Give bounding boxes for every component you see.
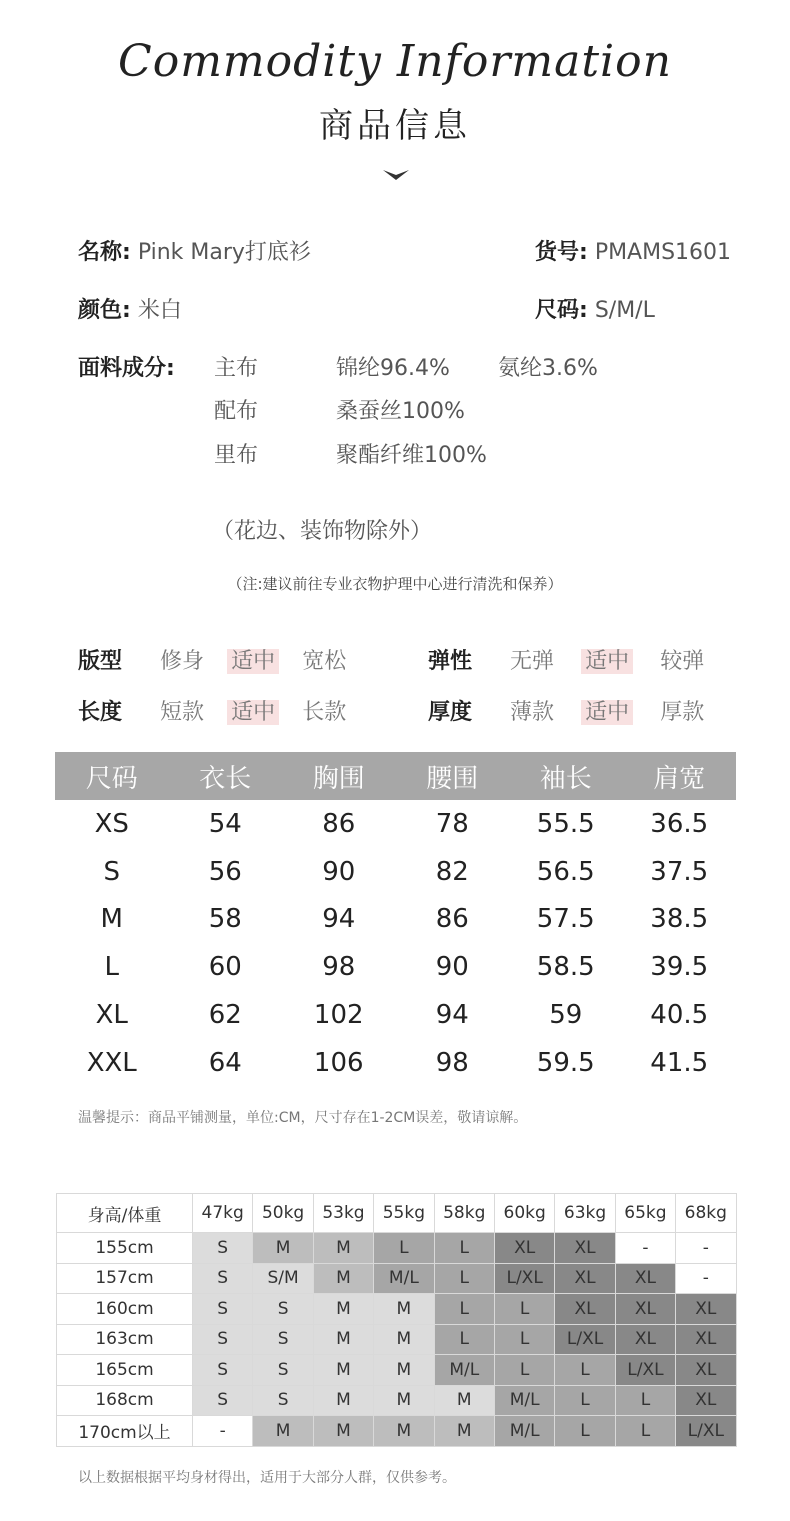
product-size	[535, 293, 655, 324]
fabric-composition: 聚酯纤维100%	[336, 443, 487, 468]
size-chart-cell: 86	[435, 904, 469, 935]
size-value: S/M/L	[594, 298, 655, 323]
size-chart-cell: 98	[322, 952, 356, 983]
weight-header: 53kg	[313, 1194, 373, 1233]
size-chart-cell: 59.5	[536, 1047, 595, 1078]
recommended-size-cell: XL	[494, 1233, 554, 1264]
fit-option: 短款	[160, 700, 205, 725]
recommended-size-cell: L	[615, 1385, 675, 1416]
recommended-size-cell: M	[374, 1385, 434, 1416]
size-chart-cell: 94	[435, 1000, 469, 1031]
recommended-size-cell: M	[313, 1355, 373, 1386]
recommended-size-cell: L	[434, 1294, 494, 1325]
item-no-label: 货号:	[535, 240, 588, 265]
recommended-size-cell: XL	[555, 1263, 615, 1294]
recommended-size-cell: XL	[676, 1385, 736, 1416]
size-chart-cell: 98	[435, 1047, 469, 1078]
recommended-size-cell: M/L	[494, 1385, 554, 1416]
recommended-size-cell: M	[313, 1294, 373, 1325]
recommendation-row	[57, 1233, 737, 1264]
fit-options-cut	[156, 644, 350, 675]
fit-label: 版型	[78, 649, 123, 674]
size-chart-cell: 58.5	[536, 952, 595, 983]
fabric-label: 面料成分:	[78, 356, 175, 381]
recommended-size-cell: M/L	[374, 1263, 434, 1294]
fit-option-selected: 适中	[227, 700, 279, 725]
size-chart-cell: 54	[208, 808, 242, 839]
size-chart-cell: 56	[208, 856, 242, 887]
recommendation-header-row	[57, 1194, 737, 1233]
recommended-size-cell: XL	[676, 1324, 736, 1355]
weight-header: 47kg	[193, 1194, 253, 1233]
recommended-size-cell: -	[676, 1263, 736, 1294]
fit-label: 厚度	[428, 700, 473, 725]
recommended-size-cell: S	[253, 1294, 313, 1325]
size-chart-header: 袖长	[509, 752, 623, 800]
height-label: 165cm	[57, 1355, 193, 1386]
recommendation-tip: 以上数据根据平均身材得出，适用于大部分人群，仅供参考。	[78, 1470, 456, 1486]
height-label: 170cm以上	[57, 1416, 193, 1447]
recommendation-corner: 身高/体重	[57, 1194, 193, 1233]
size-chart-size-cell: XXL	[86, 1047, 137, 1078]
recommended-size-cell: XL	[615, 1324, 675, 1355]
recommended-size-cell: M	[374, 1294, 434, 1325]
size-chart-row	[55, 800, 736, 848]
weight-header: 63kg	[555, 1194, 615, 1233]
size-chart-cell: 106	[313, 1047, 364, 1078]
recommended-size-cell: S	[193, 1385, 253, 1416]
size-chart-cell: 90	[322, 856, 356, 887]
size-chart-cell: 60	[208, 952, 242, 983]
size-chart-cell: 39.5	[650, 952, 709, 983]
size-chart-header: 肩宽	[623, 752, 737, 800]
recommended-size-cell: L	[374, 1233, 434, 1264]
recommended-size-cell: L	[615, 1416, 675, 1447]
recommended-size-cell: M	[313, 1385, 373, 1416]
recommended-size-cell: L	[434, 1263, 494, 1294]
size-chart-cell: 78	[435, 808, 469, 839]
size-chart-cell: 55.5	[536, 808, 595, 839]
fit-row-cut	[78, 644, 122, 675]
recommended-size-cell: M	[374, 1355, 434, 1386]
recommended-size-cell: L	[494, 1294, 554, 1325]
weight-header: 65kg	[615, 1194, 675, 1233]
weight-header: 55kg	[374, 1194, 434, 1233]
recommended-size-cell: L	[434, 1324, 494, 1355]
recommendation-row	[57, 1324, 737, 1355]
size-chart-cell: 102	[313, 1000, 364, 1031]
fit-label: 长度	[78, 700, 123, 725]
fit-option: 无弹	[510, 649, 555, 674]
recommended-size-cell: M	[253, 1233, 313, 1264]
fabric-composition: 锦纶96.4%	[336, 356, 450, 381]
size-chart-cell: 86	[322, 808, 356, 839]
recommended-size-cell: M	[253, 1416, 313, 1447]
fit-row-elasticity	[428, 644, 472, 675]
recommended-size-cell: S	[193, 1233, 253, 1264]
fit-label: 弹性	[428, 649, 473, 674]
recommended-size-cell: L	[555, 1355, 615, 1386]
item-no-value: PMAMS1601	[594, 240, 732, 265]
fit-option: 修身	[160, 649, 205, 674]
exclusion-note: （花边、装饰物除外）	[212, 519, 433, 544]
size-chart-size-cell: L	[104, 952, 119, 983]
recommended-size-cell: L	[555, 1385, 615, 1416]
recommended-size-cell: -	[193, 1416, 253, 1447]
size-chart-size-cell: XL	[95, 1000, 128, 1031]
size-label: 尺码:	[535, 298, 588, 323]
recommendation-row	[57, 1385, 737, 1416]
fabric-part: 配布	[214, 399, 259, 424]
size-chart-cell: 56.5	[536, 856, 595, 887]
fit-option-selected: 适中	[227, 649, 279, 674]
weight-header: 50kg	[253, 1194, 313, 1233]
chevron-down-icon	[383, 168, 409, 182]
fit-options-length	[156, 695, 350, 726]
recommended-size-cell: L	[494, 1355, 554, 1386]
recommended-size-cell: M	[313, 1233, 373, 1264]
recommended-size-cell: L/XL	[494, 1263, 554, 1294]
weight-header: 58kg	[434, 1194, 494, 1233]
recommended-size-cell: M	[313, 1324, 373, 1355]
recommended-size-cell: M	[313, 1263, 373, 1294]
height-label: 168cm	[57, 1385, 193, 1416]
size-chart-cell: 38.5	[650, 904, 709, 935]
recommended-size-cell: S	[193, 1355, 253, 1386]
size-chart-cell: 62	[208, 1000, 242, 1031]
size-recommendation-table	[56, 1193, 737, 1447]
size-chart-row	[55, 896, 736, 944]
item-number	[535, 235, 731, 266]
size-chart-header: 衣长	[169, 752, 283, 800]
recommended-size-cell: S	[193, 1324, 253, 1355]
fit-row-length	[78, 695, 122, 726]
recommended-size-cell: XL	[555, 1294, 615, 1325]
size-chart-row	[55, 991, 736, 1039]
recommended-size-cell: L/XL	[676, 1416, 736, 1447]
height-label: 155cm	[57, 1233, 193, 1264]
size-chart-table	[55, 752, 736, 1087]
size-chart-cell: 64	[208, 1047, 242, 1078]
recommended-size-cell: M	[434, 1416, 494, 1447]
size-chart-cell: 90	[435, 952, 469, 983]
recommended-size-cell: L/XL	[555, 1324, 615, 1355]
recommended-size-cell: S	[253, 1355, 313, 1386]
size-chart-cell: 94	[322, 904, 356, 935]
measurement-tip: 温馨提示：商品平铺测量，单位:CM，尺寸存在1-2CM误差，敬请谅解。	[78, 1110, 528, 1126]
size-chart-header: 胸围	[282, 752, 396, 800]
fit-options-thickness	[506, 695, 708, 726]
fabric-composition: 桑蚕丝100%	[336, 399, 465, 424]
size-chart-cell: 41.5	[650, 1047, 709, 1078]
weight-header: 68kg	[676, 1194, 736, 1233]
size-chart-cell: 82	[435, 856, 469, 887]
recommended-size-cell: M/L	[434, 1355, 494, 1386]
fabric-part: 主布	[214, 356, 259, 381]
care-note: （注:建议前往专业衣物护理中心进行清洗和保养）	[227, 575, 563, 593]
height-label: 163cm	[57, 1324, 193, 1355]
product-color	[78, 293, 182, 324]
color-value: 米白	[137, 298, 182, 323]
size-chart-size-cell: XS	[94, 808, 129, 839]
recommended-size-cell: S	[193, 1263, 253, 1294]
size-chart-header: 腰围	[396, 752, 510, 800]
size-chart-row	[55, 943, 736, 991]
height-label: 160cm	[57, 1294, 193, 1325]
size-chart-cell: 57.5	[536, 904, 595, 935]
fabric-part: 里布	[214, 443, 259, 468]
fit-option: 较弹	[660, 649, 705, 674]
product-name	[78, 235, 311, 266]
title-english: Commodity Information	[118, 36, 672, 87]
recommended-size-cell: M	[374, 1324, 434, 1355]
size-chart-size-cell: S	[103, 856, 120, 887]
fit-option: 长款	[302, 700, 347, 725]
recommended-size-cell: XL	[676, 1355, 736, 1386]
fit-option-selected: 适中	[581, 649, 633, 674]
size-chart-cell: 40.5	[650, 1000, 709, 1031]
fit-option-selected: 适中	[581, 700, 633, 725]
fit-row-thickness	[428, 695, 472, 726]
recommendation-row	[57, 1294, 737, 1325]
recommended-size-cell: XL	[676, 1294, 736, 1325]
recommended-size-cell: M	[434, 1385, 494, 1416]
recommended-size-cell: XL	[615, 1263, 675, 1294]
size-chart-cell: 36.5	[650, 808, 709, 839]
recommendation-row	[57, 1263, 737, 1294]
recommended-size-cell: -	[615, 1233, 675, 1264]
recommended-size-cell: L	[434, 1233, 494, 1264]
fit-option: 厚款	[660, 700, 705, 725]
recommended-size-cell: M	[374, 1416, 434, 1447]
size-chart-header-row	[55, 752, 736, 800]
size-chart-header: 尺码	[55, 752, 169, 800]
recommended-size-cell: S	[253, 1324, 313, 1355]
size-chart-row	[55, 848, 736, 896]
size-chart-cell: 37.5	[650, 856, 709, 887]
recommended-size-cell: S	[193, 1294, 253, 1325]
size-chart-size-cell: M	[100, 904, 123, 935]
recommended-size-cell: M	[313, 1416, 373, 1447]
recommendation-row	[57, 1355, 737, 1386]
fit-options-elasticity	[506, 644, 708, 675]
size-chart-cell: 58	[208, 904, 242, 935]
name-value: Pink Mary打底衫	[137, 240, 311, 265]
color-label: 颜色:	[78, 298, 131, 323]
recommended-size-cell: S	[253, 1385, 313, 1416]
recommended-size-cell: -	[676, 1233, 736, 1264]
recommended-size-cell: L	[494, 1324, 554, 1355]
height-label: 157cm	[57, 1263, 193, 1294]
recommendation-row	[57, 1416, 737, 1447]
title-chinese: 商品信息	[319, 106, 471, 146]
name-label: 名称:	[78, 240, 131, 265]
size-chart-cell: 59	[549, 1000, 583, 1031]
fit-option: 薄款	[510, 700, 555, 725]
recommended-size-cell: S/M	[253, 1263, 313, 1294]
fit-option: 宽松	[302, 649, 347, 674]
recommended-size-cell: XL	[615, 1294, 675, 1325]
weight-header: 60kg	[494, 1194, 554, 1233]
recommended-size-cell: XL	[555, 1233, 615, 1264]
recommended-size-cell: L	[555, 1416, 615, 1447]
recommended-size-cell: L/XL	[615, 1355, 675, 1386]
recommended-size-cell: M/L	[494, 1416, 554, 1447]
fabric-composition: 氨纶3.6%	[498, 356, 598, 381]
size-chart-row	[55, 1039, 736, 1087]
